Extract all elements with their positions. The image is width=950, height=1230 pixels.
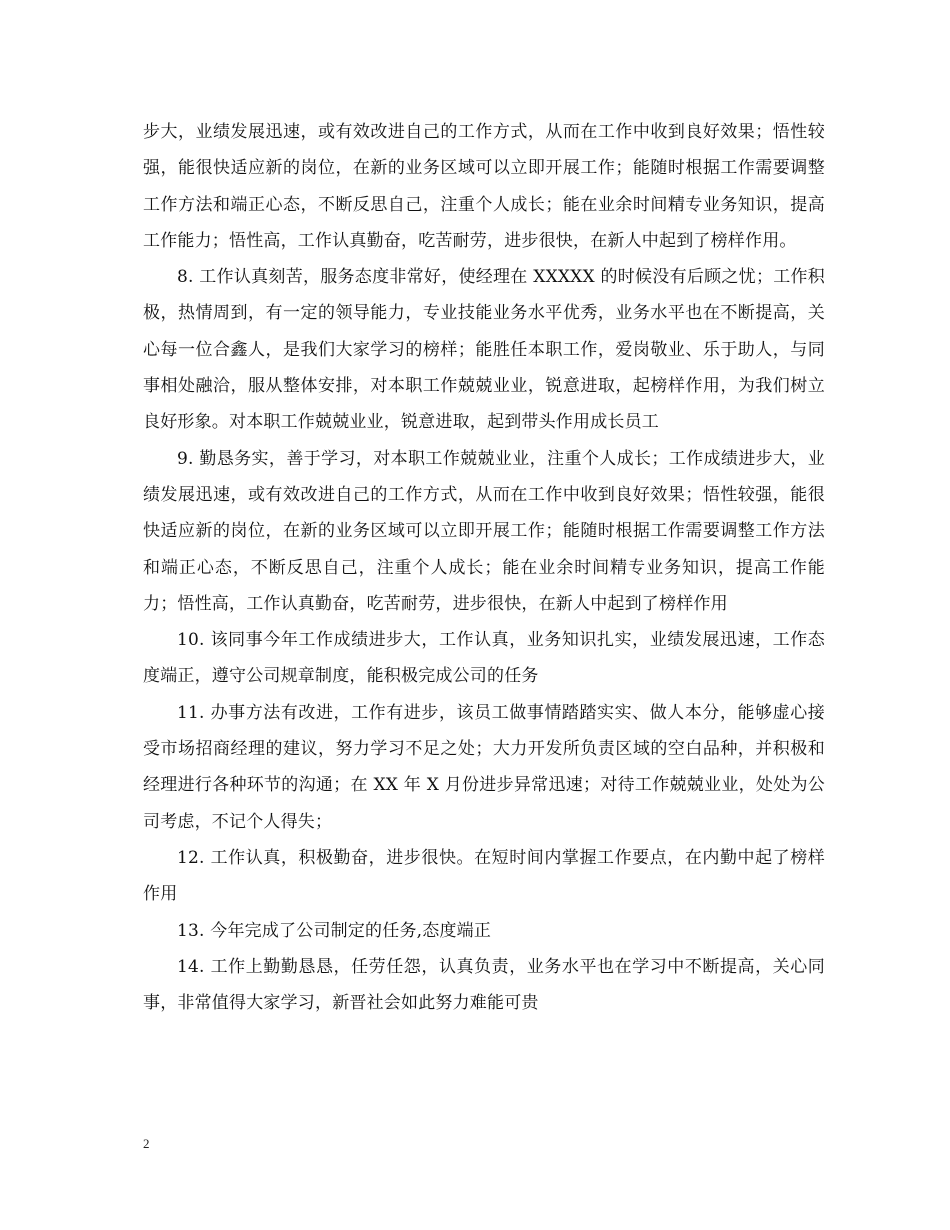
- paragraph-item-9: 9. 勤恳务实，善于学习，对本职工作兢兢业业，注重个人成长；工作成绩进步大，业绩发展迅速，或有效改进自己的工作方式，从而在工作中收到良好效果；悟性较强，能很快适应新的岗位，在新的业务区域可以立即开展工作；能随时根据工作需要调整工作方法和端正心态，不断反思自己，注重个人成长；能在业余时间精专业务知识，提高工作能力；悟性高，工作认真勤奋，吃苦耐劳，进步很快，在新人中起到了榜样作用: [143, 448, 825, 614]
- paragraph-item-14: 14. 工作上勤勤恳恳，任劳任怨，认真负责，业务水平也在学习中不断提高，关心同事，非常值得大家学习，新晋社会如此努力难能可贵: [143, 956, 825, 1014]
- paragraph-item-12: 12. 工作认真，积极勤奋，进步很快。在短时间内掌握工作要点，在内勤中起了榜样作用: [143, 847, 825, 905]
- paragraph-item-8: 8. 工作认真刻苦，服务态度非常好，使经理在 XXXXX 的时候没有后顾之忧；工作积极，热情周到，有一定的领导能力，专业技能业务水平优秀，业务水平也在不断提高，关心每一位合鑫人，是我们大家学习的榜样；能胜任本职工作，爱岗敬业、乐于助人，与同事相处融洽，服从整体安排，对本职工作兢兢业业，锐意进取，起榜样作用，为我们树立良好形象。对本职工作兢兢业业，锐意进取，起到带头作用成长员工: [143, 267, 825, 433]
- paragraph-item-13: 13. 今年完成了公司制定的任务,态度端正: [177, 920, 492, 941]
- paragraph-item-11: 11. 办事方法有改进，工作有进步，该员工做事情踏踏实实、做人本分，能够虚心接受市场招商经理的建议，努力学习不足之处；大力开发所负责区域的空白品种，并积极和经理进行各种环节的沟通；在 XX 年 X 月份进步异常迅速；对待工作兢兢业业，处处为公司考虑，不记个人得失；: [143, 702, 825, 832]
- paragraph-item-10: 10. 该同事今年工作成绩进步大，工作认真，业务知识扎实，业绩发展迅速，工作态度端正，遵守公司规章制度，能积极完成公司的任务: [143, 630, 825, 687]
- document-body: [143, 114, 825, 1021]
- paragraph-continuation: 步大，业绩发展迅速，或有效改进自己的工作方式，从而在工作中收到良好效果；悟性较强，能很快适应新的岗位，在新的业务区域可以立即开展工作；能随时根据工作需要调整工作方法和端正心态，不断反思自己，注重个人成长；能在业余时间精专业务知识，提高工作能力；悟性高，工作认真勤奋，吃苦耐劳，进步很快，在新人中起到了榜样作用。: [143, 122, 825, 251]
- page-number: 2: [143, 1136, 150, 1151]
